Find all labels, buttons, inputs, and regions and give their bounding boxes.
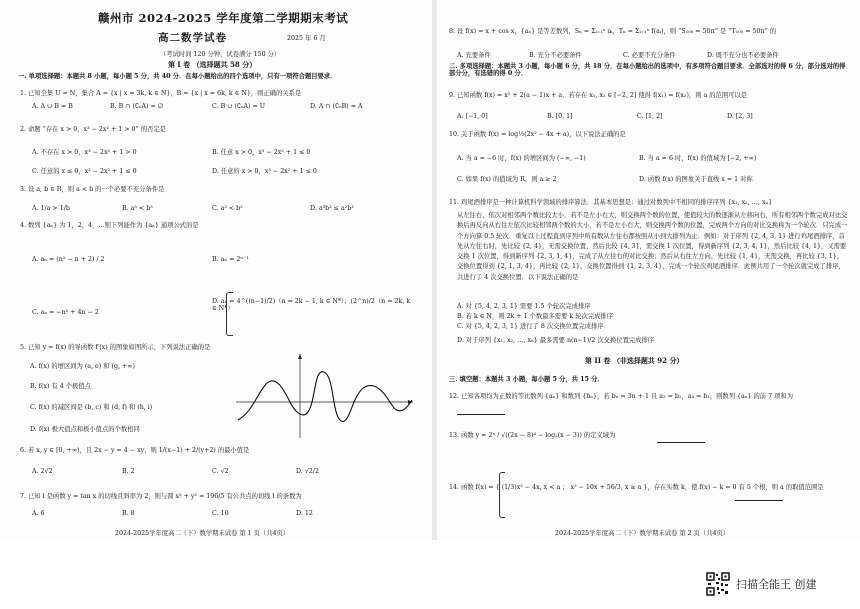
q3-option-b: B. a³ < b³: [122, 205, 153, 212]
q10-option-a: A. 当 a = −6 时，f(x) 的增区间为 (−∞, −1): [457, 155, 586, 162]
q2-option-a: A. 不存在 x > 0，x³ − 2x² + 1 > 0: [32, 149, 137, 156]
q4-option-a: A. aₙ = (n² − n + 2) / 2: [32, 256, 105, 263]
q9-option-d: D. [2, 3]: [727, 113, 753, 120]
part2-title: 第 II 卷 （非选择题共 92 分）: [585, 356, 684, 365]
q6-option-d: D. √2/2: [296, 468, 319, 475]
exam-page-2: [437, 0, 860, 540]
q10-option-c: C. 如果 f(x) 的值域为 R，则 a ≥ 2: [457, 176, 557, 183]
q4-stem: 4. 数列 {aₙ} 为 1，2，4，…则下列能作为 {aₙ} 通项公式的是: [20, 222, 199, 229]
q7-option-a: A. 6: [32, 510, 45, 517]
q8-option-d: D. 既不充分也不必要条件: [707, 52, 779, 59]
q6-option-b: B. 2: [122, 468, 135, 475]
q11-option-b: B. 若 k ∈ N，则 2k + 1 个数最多需要 k 轮次完成排序: [457, 313, 614, 320]
q11-stem: 11. 鸡尾酒排序是一种计算机科学领域的排序算法．其基本思想是：通过对数列中不相同的排序序列 {x₁, x₂, …, xₙ}: [449, 199, 773, 206]
part1-title: 第 I 卷 （选择题共 58 分）: [168, 60, 257, 69]
exam-note: （考试时间 120 分钟，试卷满分 150 分）: [160, 51, 281, 58]
q10-stem: 10. 关于函数 f(x) = log½(2x² − 4x + a)，以下说法正确的是: [449, 131, 626, 138]
q11-body: 从左往右，依次对相邻两个数比较大小，若不是左小右大，则交换两个数的位置，使值较大的数逐渐从左移向右，所有相邻两个数完成对比交换后再反向从右往左依次比较相邻两个数的大小，若不是左小右大，则交换两个数的位置，完成两个方向的对比交换称为一个轮次．只完成一个方向算 0.5 轮次．重复以上过程直到序列中所有数从左往右都按照从小到大排列为止．例如：对于序列 {2, 4, 3, 1} 进行鸡尾酒排序，首先从左往右时，先比较 {2, 4}，无需交换位置，然后比较 {4, 3}，需交换 1 次位置，得到新序列 {2, 3, 4, 1}，然后比较 {4, 1}，又需要交换 1 次位置，得到新序列 {2, 3, 1, 4}，完成了从左往右的对比交换；然后从右往左方向，先比较 {1, 4}，无需交换，再比较 {3, 1}，交换位置得到 {2, 1, 3, 4}，再比较 {2, 1}，交换位置得到 {1, 2, 3, 4}，完成一个轮次鸡尾酒排序．此例共用了一个轮次就完成了排序，共进行了 4 次交换位置．以下说法正确的是: [457, 212, 848, 281]
exam-title: 赣州市 2024-2025 学年度第二学期期末考试: [98, 11, 349, 25]
q3-option-c: C. a² < b²: [212, 205, 243, 212]
q5-option-c: C. f(x) 的减区间是 (b, c) 和 (d, f) 和 (h, i): [30, 404, 153, 411]
scan-margin: [0, 540, 860, 609]
q11-option-d: D. 对于序列 {x₁, x₂, …, xₙ} 最多需要 n(n−1)/2 次交换位置完成排序: [457, 337, 655, 344]
q6-option-c: C. √2: [212, 468, 229, 475]
exam-date: 2025 年 6 月: [287, 35, 326, 42]
section2-header: 二. 多项选择题：本题共 3 小题，每小题 6 分，共 18 分．在每小题给出的选项中，有多项符合题目要求．全部选对的得 6 分，部分选对的得部分分，有选错的得 0 分．: [449, 63, 846, 78]
q13-stem: 13. 函数 y = 2ˣ / √((2x − 8)⁴ − log₂(x − 3)) 的定义域为: [449, 432, 616, 439]
q7-option-b: B. 8: [122, 510, 135, 517]
q7-stem: 7. 已知 l 是函数 y = tan x 的切线且斜率为 2，则与圆 x² + y² = 196/5 有公共点的切线 l 的条数为: [20, 493, 302, 500]
q8-option-c: C. 必要不充分条件: [623, 52, 676, 59]
q3-option-d: D. a³b² ≤ a²b³: [310, 205, 354, 212]
q9-option-c: C. [1, 2]: [637, 113, 663, 120]
q8-option-b: B. 充分不必要条件: [529, 52, 582, 59]
q5-option-d: D. f(x) 极大值点和极小值点的个数相同: [30, 426, 140, 433]
q14-answer-blank: [735, 500, 783, 501]
exam-page-1: [0, 0, 432, 540]
q13-answer-blank: [657, 442, 705, 443]
q5-option-a: A. f(x) 的增区间为 (a, e) 和 (g, +∞): [30, 363, 135, 370]
derivative-graph-figure: [228, 350, 418, 442]
q14-stem: 14. 函数 f(x) = { (1/3)x³ − 4x, x < a ； x² − 10x + 56/3, x ≥ a }，存在实数 k，使 f(x) − k = 0 有 5 个根，则 a 的取值范围是: [449, 484, 824, 491]
q9-option-b: B. [0, 1]: [547, 113, 573, 120]
q9-option-a: A. [−1, 0]: [457, 113, 488, 120]
q8-stem: 8. 设 f(x) = x + cos x，{aₙ} 是等差数列，Sₙ = Σᵢ₌₁ⁿ aᵢ，Tₙ = Σᵢ₌₁ⁿ f(aᵢ)，则 “S₁₀₀ = 50π” 是 “T₁₀₀ = 50π” 的: [449, 28, 777, 35]
q1-option-b: B. B ∩ (∁ᵤA) = ∅: [110, 103, 164, 110]
page1-footer: 2024-2025学年度高二（下）数学期末试卷 第 1 页（共4页）: [115, 530, 290, 537]
q2-stem: 2. 命题 “存在 x > 0，x³ − 2x² + 1 > 0” 的否定是: [20, 126, 166, 133]
q12-stem: 12. 已知各项均为正数的等比数列 {aₙ} 和数列 {bₙ}，若 bₙ = 3n + 1 且 a₂ = b₂，a₄ = b₁，则数列 {aₙ} 的前 7 项和为: [449, 393, 794, 400]
q5-option-b: B. f(x) 有 4 个极值点: [30, 383, 91, 390]
section1-header: 一. 单项选择题：本题共 8 小题，每小题 5 分，共 40 分．在每小题给出的四个选项中，只有一项符合题目要求．: [18, 73, 337, 80]
q4-option-c: C. aₙ = −n² + 4n − 2: [32, 309, 99, 316]
derivative-curve: [238, 372, 412, 422]
q7-option-c: C. 10: [212, 510, 229, 517]
q6-option-a: A. 2√2: [32, 468, 53, 475]
q4-option-d: D. aₙ = 4^((n−1)/2)（n = 2k − 1, k ∈ N*）；(2^n)/2（n = 2k, k ∈ N*）: [212, 298, 411, 313]
exam-subtitle: 高二数学试卷: [158, 32, 227, 44]
q3-stem: 3. 设 a, b ∈ R，则 a < b 的一个必要不充分条件是: [20, 186, 165, 193]
q14-piecewise-brace: [499, 472, 505, 518]
scanner-watermark: 扫描全能王 创建: [736, 578, 817, 591]
q7-option-d: D. 12: [296, 510, 313, 517]
q9-stem: 9. 已知函数 f(x) = x² + 2(a − 1)x + a，若存在 x₁, x₂ ∈ [−2, 2] 使得 f(x₁) = f(x₂)，则 a 的范围可以是: [449, 92, 748, 99]
q10-option-d: D. 函数 f(x) 的图象关于直线 x = 1 对称: [639, 176, 753, 183]
q6-stem: 6. 若 x, y ∈ [0, +∞)，且 2x − y = 4 − xy，则 1/(x−1) + 2/(y+2) 的最小值是: [20, 447, 250, 454]
q1-option-a: A. A ∪ B = B: [32, 103, 73, 110]
q3-option-a: A. 1/a > 1/b: [32, 205, 70, 212]
q4-option-b: B. aₙ = 2ⁿ⁻¹: [212, 256, 249, 263]
section3-header: 三. 填空题：本题共 3 小题，每小题 5 分，共 15 分．: [449, 376, 604, 383]
q1-option-d: D. A ∩ (∁ᵤB) = A: [310, 103, 363, 110]
qr-code-icon: [706, 572, 730, 596]
q12-answer-blank: [457, 414, 505, 415]
q8-option-a: A. 充要条件: [457, 52, 491, 59]
q11-option-c: C. 对 {5, 4, 2, 3, 1} 进行了 8 次交换位置完成排序: [457, 323, 604, 330]
q2-option-d: D. 任意的 x > 0，x³ − 2x² + 1 ≤ 0: [212, 168, 317, 175]
page2-footer: 2024-2025学年度高二（下）数学期末试卷 第 2 页（共4页）: [555, 530, 730, 537]
q2-option-c: C. 任意的 x ≤ 0，x³ − 2x² + 1 ≤ 0: [32, 168, 137, 175]
q5-stem: 5. 已知 y = f(x) 的导函数 f′(x) 的图象如图所示，下列说法正确的是: [20, 344, 211, 351]
q2-option-b: B. 任意 x > 0，x³ − 2x² + 1 ≤ 0: [212, 149, 311, 156]
q1-stem: 1. 已知全集 U = N，集合 A = {x | x = 3k, k ∈ N}，B = {x | x = 6k, k ∈ N}，则正确的关系是: [20, 90, 302, 97]
q10-option-b: B. 当 a = 6 时，f(x) 的值域为 [−2, +∞): [639, 155, 757, 162]
q11-option-a: A. 对 {5, 4, 2, 3, 1} 需要 1.5 个轮次完成排序: [457, 303, 591, 310]
q1-option-c: C. B ∪ (∁ᵤA) = U: [212, 103, 266, 110]
